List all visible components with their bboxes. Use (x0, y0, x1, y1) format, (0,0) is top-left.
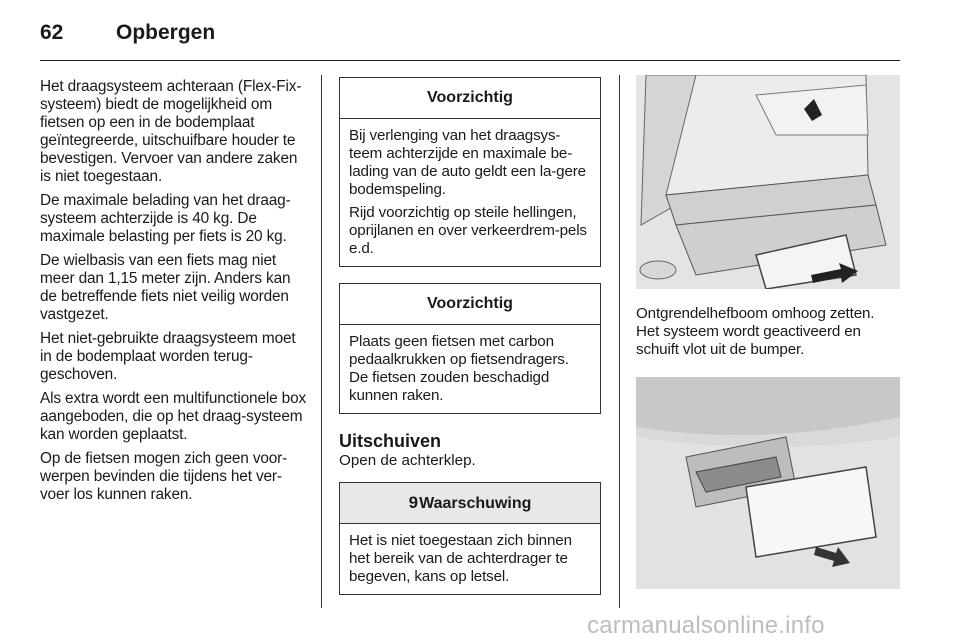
wheelbase-paragraph: De wielbasis van een fiets mag niet meer dan 1,15 meter zijn. Anders kan de betreffende fiets niet veilig worden vastgezet. (40, 252, 291, 323)
illustration-carrier-extended (636, 377, 900, 589)
caution-box-carbon (339, 283, 601, 414)
intro-paragraph: Het draagsysteem achteraan (Flex-Fix-systeem) biedt de mogelijkheid om fietsen op een in de bodemplaat geïntegreerde, uitschuifbare houder te bevestigen. Vervoer van andere zaken is niet toegestaan. (40, 78, 302, 185)
caution-text: Bij verlenging van het draagsys-teem achterzijde en maximale be-lading van de auto geldt een la-gere bodemspeling. (349, 127, 586, 198)
column-notices (339, 77, 601, 611)
warning-box (339, 482, 601, 595)
caution-text: Rijd voorzichtig op steile hellingen, oprijlanen en over verkeerdrem-pels e.d. (349, 204, 587, 257)
warning-label: Waarschuwing (419, 495, 532, 512)
caution-text: Plaats geen fietsen met carbon pedaalkrukken op fietsendragers. De fietsen zouden beschadigd kunnen raken. (349, 333, 569, 404)
caution-heading: Voorzichtig (340, 78, 600, 119)
column-intro (40, 78, 308, 510)
load-paragraph: De maximale belading van het draag-systeem achterzijde is 40 kg. De maximale belasting per fiets is 20 kg. (40, 192, 291, 245)
caution-box-clearance (339, 77, 601, 267)
warning-text: Het is niet toegestaan zich binnen het bereik van de achterdrager te begeven, kans op letsel. (349, 532, 572, 585)
watermark: carmanualsonline.info (587, 612, 825, 639)
warning-heading (340, 483, 600, 524)
column-illustrations (636, 75, 900, 589)
unused-paragraph: Het niet-gebruikte draagsysteem moet in de bodemplaat worden terug-geschoven. (40, 330, 296, 383)
page-header (40, 14, 900, 61)
loose-objects-paragraph: Op de fietsen mogen zich geen voor-werpen bevinden die tijdens het ver-voer los kunnen raken. (40, 450, 288, 503)
section-text: Open de achterklep. (339, 452, 476, 469)
column-divider-right (619, 75, 620, 608)
caution-heading: Voorzichtig (340, 284, 600, 325)
column-divider-left (321, 75, 322, 608)
box-paragraph: Als extra wordt een multifunctionele box aangeboden, die op het draag-systeem kan worden geplaatst. (40, 390, 307, 443)
figure-caption: Ontgrendelhefboom omhoog zetten. Het systeem wordt geactiveerd en schuift vlot uit de bumper. (636, 305, 875, 358)
warning-icon: 9 (408, 493, 419, 512)
illustration-release-lever (636, 75, 900, 289)
section-heading: Uitschuiven (339, 431, 442, 451)
page-number: 62 (40, 21, 64, 44)
page-title: Opbergen (116, 21, 216, 44)
